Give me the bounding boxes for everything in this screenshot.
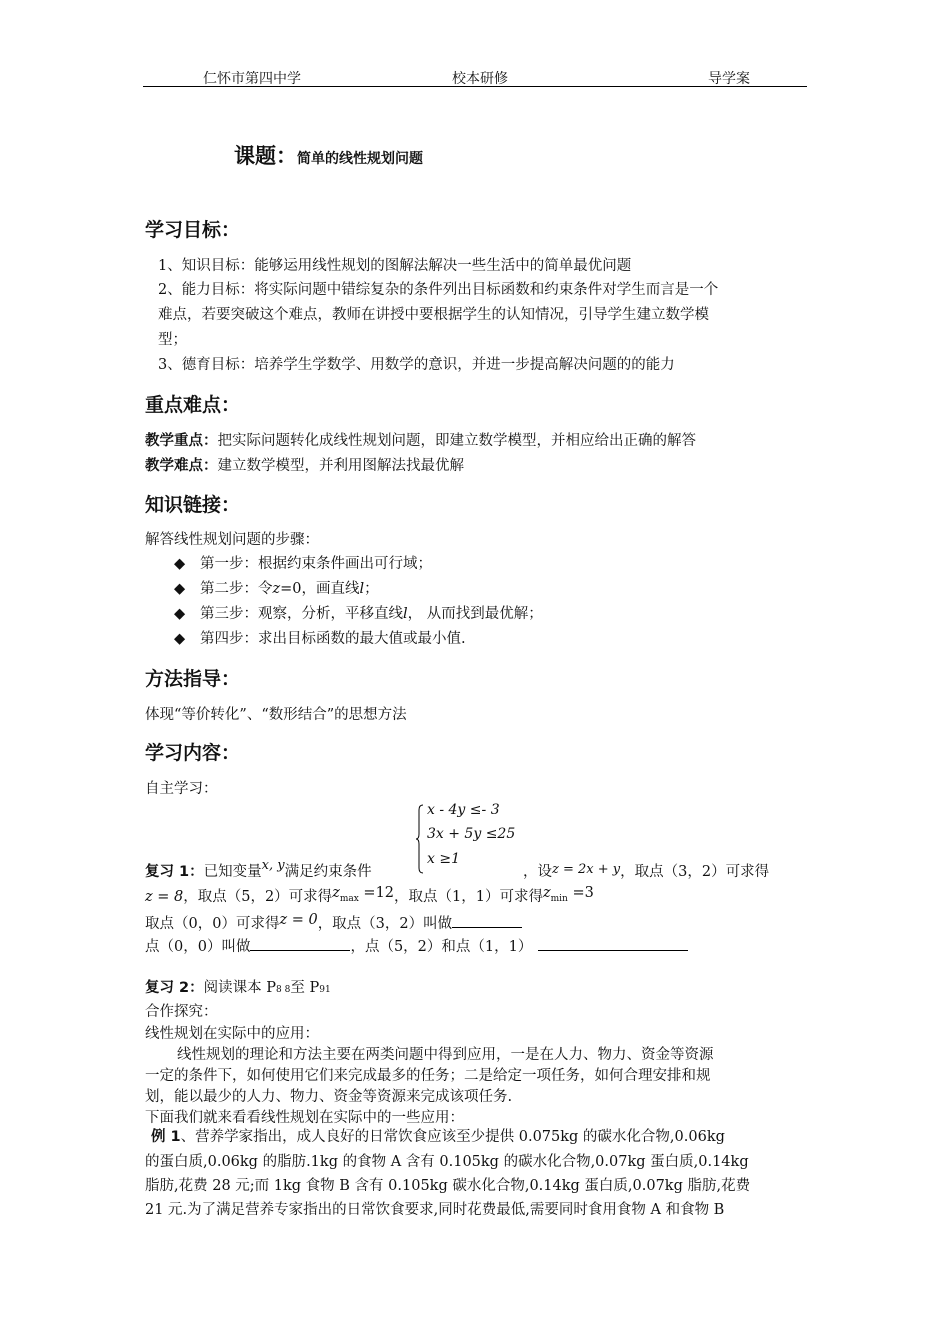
difficulty-text: 建立数学模型，并利用图解法找最优解	[217, 458, 464, 474]
review-1-vars: x, y	[261, 858, 285, 873]
review-2-label: 复习 2：	[145, 980, 204, 996]
difficulty-label: 教学难点：	[145, 458, 218, 474]
step-4-text: 第四步：求出目标函数的最大值或最小值.	[200, 631, 466, 647]
step-1	[174, 552, 432, 573]
zmin-var: z	[542, 885, 551, 901]
keypoints-heading: 重点难点：	[145, 394, 241, 416]
para-line-2: 一定的条件下，如何使用它们来完成最多的任务；二是给定一项任务，如何合理安排和规	[145, 1068, 711, 1084]
content-heading: 学习内容：	[145, 742, 241, 764]
next-text: 下面我们就来看看线性规划在实际中的一些应用：	[145, 1110, 464, 1126]
z-value-0: z = 0	[279, 912, 318, 928]
z-value-1: z = 8	[145, 889, 184, 905]
example-1-line1	[151, 1125, 725, 1146]
review-2	[145, 976, 331, 997]
review-1-text-a: 已知变量	[203, 864, 262, 880]
step-2-text-b: =0，画直线	[280, 581, 360, 597]
focus-text: 把实际问题转化成线性规划问题，即建立数学模型，并相应给出正确的解答	[217, 433, 696, 449]
zmax-var: z	[332, 885, 340, 901]
teaching-difficulty	[145, 454, 464, 475]
teaching-focus	[145, 429, 696, 450]
links-intro: 解答线性规划问题的步骤：	[145, 532, 319, 548]
step-3-line-var: l	[403, 606, 408, 622]
review-1-line3-text-b: ，取点（3，2）叫做	[317, 916, 453, 932]
review-2-page-end: 91	[319, 985, 331, 995]
diamond-bullet-icon: ◆	[174, 631, 186, 647]
review-1-line4	[145, 935, 688, 956]
example-1-label: 例 1	[151, 1129, 181, 1145]
self-study-label: 自主学习：	[145, 781, 218, 797]
review-1-text-d: ，取点（3，2）可求得	[620, 864, 770, 880]
title-label: 课题：	[234, 144, 297, 168]
answer-blank-3[interactable]	[538, 936, 688, 951]
step-1-text: 第一步：根据约束条件画出可行域；	[200, 556, 432, 572]
constraint-1: x - 4y ≤- 3	[427, 802, 500, 818]
review-1-line3	[145, 912, 522, 933]
review-1-label: 复习 1：	[145, 864, 204, 880]
constraint-brace-icon	[416, 804, 424, 874]
coop-label: 合作探究：	[145, 1004, 218, 1020]
review-2-text: 阅读课本 P	[203, 980, 277, 996]
review-1-line4-text-a: 点（0，0）叫做	[145, 939, 251, 955]
step-2-text-a: 第二步：令	[200, 581, 273, 597]
review-1-text-b: 满足约束条件	[284, 864, 372, 880]
diamond-bullet-icon: ◆	[174, 581, 186, 597]
objective-1: 1、知识目标：能够运用线性规划的图解法解决一些生活中的简单最优问题	[158, 258, 632, 274]
header-rule	[143, 86, 807, 87]
para-line-1: 线性规划的理论和方法主要在两类问题中得到应用，一是在人力、物力、资金等资源	[177, 1047, 714, 1063]
para-line-3: 划，能以最少的人力、物力、资金等资源来完成该项任务.	[145, 1089, 513, 1105]
zmax-sub: max	[339, 894, 359, 904]
example-1-line2: 的蛋白质,0.06kg 的脂肪.1kg 的食物 A 含有 0.105kg 的碳水化合物,0.07kg 蛋白质,0.14kg	[145, 1154, 749, 1170]
review-2-mid: 至 P	[290, 980, 320, 996]
objective-2-line3: 型；	[158, 332, 187, 348]
objectives-heading: 学习目标：	[145, 219, 241, 241]
step-2-line-var: l	[359, 581, 365, 597]
review-1-text-c: ，设	[523, 864, 552, 880]
objective-3: 3、德育目标：培养学生学数学、用数学的意识，并进一步提高解决问题的的能力	[158, 357, 675, 373]
step-4	[174, 627, 466, 648]
header-right: 导学案	[708, 71, 750, 87]
step-2-var: z	[272, 581, 281, 597]
step-3	[174, 602, 543, 623]
zmax-value: =12	[358, 885, 395, 901]
title-text: 简单的线性规划问题	[297, 151, 423, 167]
focus-label: 教学重点：	[145, 433, 218, 449]
diamond-bullet-icon: ◆	[174, 556, 186, 572]
objective-2-line1: 2、能力目标：将实际问题中错综复杂的条件列出目标函数和约束条件对学生而言是一个	[158, 282, 719, 298]
zmin-sub: min	[550, 894, 568, 904]
zmin-value: =3	[567, 885, 594, 901]
objective-2-line2: 难点，若要突破这个难点，教师在讲授中要根据学生的认知情况，引导学生建立数学模	[158, 307, 709, 323]
method-heading: 方法指导：	[145, 668, 241, 690]
constraint-3: x ≥1	[427, 851, 460, 867]
review-1-line4-text-b: ，点（5，2）和点（1，1）	[350, 939, 533, 955]
objective-function: z = 2x + y	[552, 862, 621, 877]
step-2	[174, 577, 379, 598]
apply-title: 线性规划在实际中的应用：	[145, 1026, 319, 1042]
step-3-text-a: 第三步：观察，分析，平移直线	[200, 606, 403, 622]
review-1-objective	[523, 860, 769, 881]
step-3-text-b: ， 从而找到最优解；	[407, 606, 543, 622]
example-1-line4: 21 元.为了满足营养专家指出的日常饮食要求,同时花费最低,需要同时食用食物 A 和食物 B	[145, 1202, 725, 1218]
review-2-page-start: 8 8	[276, 985, 291, 995]
page-title	[234, 140, 423, 170]
review-1-line2-text-a: ，取点（5，2）可求得	[183, 889, 333, 905]
answer-blank-2[interactable]	[250, 936, 350, 951]
diamond-bullet-icon: ◆	[174, 606, 186, 622]
example-1-line3: 脂肪,花费 28 元;而 1kg 食物 B 含有 0.105kg 碳水化合物,0.14kg 蛋白质,0.07kg 脂肪,花费	[145, 1178, 751, 1194]
answer-blank-1[interactable]	[452, 913, 522, 928]
links-heading: 知识链接：	[145, 494, 241, 516]
review-1-line2-text-b: ，取点（1，1）可求得	[394, 889, 543, 905]
step-2-text-c: ；	[364, 581, 379, 597]
example-1-text-1: 、营养学家指出，成人良好的日常饮食应该至少提供 0.075kg 的碳水化合物,0.06kg	[180, 1129, 725, 1145]
review-1-line2	[145, 885, 594, 906]
header-center: 校本研修	[452, 71, 508, 87]
header-school: 仁怀市第四中学	[203, 71, 301, 87]
method-text: 体现“等价转化”、“数形结合”的思想方法	[145, 707, 407, 723]
constraint-2: 3x + 5y ≤25	[427, 826, 516, 842]
review-1-line1	[145, 860, 372, 881]
review-1-line3-text-a: 取点（0，0）可求得	[145, 916, 280, 932]
